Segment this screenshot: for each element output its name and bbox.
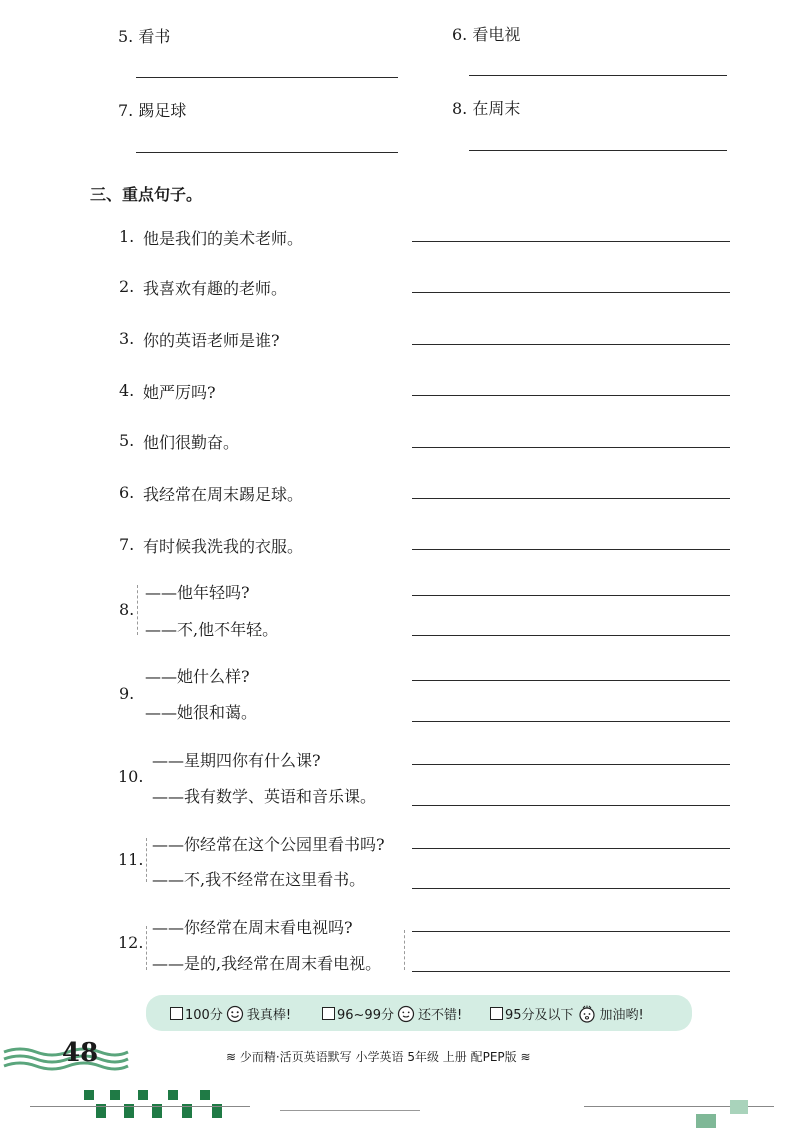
answer-line[interactable] [412,498,730,499]
answer-line[interactable] [412,805,730,806]
dialogue-answer: ——我有数学、英语和音乐课。 [152,787,377,806]
sentence-text: 我喜欢有趣的老师。 [143,279,288,298]
answer-line[interactable] [412,888,730,889]
bracket [404,930,405,970]
vocab-item-6: 6. 看电视 [452,25,521,44]
answer-line[interactable] [412,721,730,722]
dialogue-answer: ——不,他不年轻。 [145,620,279,639]
checkbox[interactable] [322,1007,335,1020]
sentence-text: 他是我们的美术老师。 [143,229,304,248]
sentence-text: 我经常在周末踢足球。 [143,485,304,504]
score-value: 95分及以下 [505,1008,574,1023]
score-option-96-99[interactable] [322,1004,462,1027]
score-option-100[interactable] [170,1004,291,1027]
dialogue-question: ——她什么样? [145,667,250,686]
vocab-item-7: 7. 踢足球 [118,101,187,120]
decorative-block [84,1090,94,1100]
answer-line[interactable] [469,75,727,76]
sentence-number: 8. [119,600,135,619]
dialogue-answer: ——是的,我经常在周末看电视。 [152,954,382,973]
sentence-number: 11. [118,850,144,869]
answer-line[interactable] [412,595,730,596]
sentence-number: 3. [119,329,135,348]
answer-line[interactable] [412,971,730,972]
score-comment: 加油哟! [599,1008,644,1023]
sentence-number: 1. [119,227,135,246]
answer-line[interactable] [136,77,398,78]
bracket [146,838,147,882]
score-value: 100分 [185,1008,223,1023]
vocab-item-8: 8. 在周末 [452,99,521,118]
answer-line[interactable] [412,635,730,636]
answer-line[interactable] [412,764,730,765]
answer-line[interactable] [412,292,730,293]
sentence-number: 10. [118,767,144,786]
section-title: 三、重点句子。 [90,185,203,204]
cheering-face-icon [577,1005,597,1027]
dialogue-question: ——他年轻吗? [145,583,250,602]
decorative-block [696,1114,716,1128]
answer-line[interactable] [412,549,730,550]
decorative-block [168,1090,178,1100]
happy-face-icon [397,1005,415,1027]
dialogue-answer: ——她很和蔼。 [145,703,258,722]
sentence-text: 他们很勤奋。 [143,433,240,452]
decorative-block [200,1090,210,1100]
dialogue-answer: ——不,我不经常在这里看书。 [152,870,366,889]
page-number: 48 [62,1038,99,1068]
score-comment: 我真棒! [246,1008,292,1023]
answer-line[interactable] [136,152,398,153]
vocab-item-5: 5. 看书 [118,27,171,46]
checkbox[interactable] [170,1007,183,1020]
answer-line[interactable] [412,447,730,448]
sentence-text: 你的英语老师是谁? [143,331,280,350]
divider [280,1110,420,1111]
sentence-number: 2. [119,277,135,296]
dialogue-question: ——你经常在这个公园里看书吗? [152,835,385,854]
score-option-95-below[interactable] [490,1004,644,1027]
answer-line[interactable] [412,344,730,345]
footer-text: ≋ 少而精·活页英语默写 小学英语 5年级 上册 配PEP版 ≋ [226,1050,531,1064]
sentence-number: 7. [119,535,135,554]
sentence-text: 她严厉吗? [143,383,216,402]
sentence-text: 有时候我洗我的衣服。 [143,537,304,556]
bracket [146,926,147,970]
score-bar [146,995,692,1031]
sentence-number: 6. [119,483,135,502]
score-value: 96~99分 [337,1008,394,1023]
dialogue-question: ——你经常在周末看电视吗? [152,918,353,937]
sentence-number: 12. [118,933,144,952]
bracket [137,585,138,635]
decorative-block [730,1100,748,1114]
decorative-block [110,1090,120,1100]
sentence-number: 9. [119,684,135,703]
sentence-number: 5. [119,431,135,450]
answer-line[interactable] [469,150,727,151]
answer-line[interactable] [412,931,730,932]
smiley-face-icon [226,1005,244,1027]
answer-line[interactable] [412,241,730,242]
answer-line[interactable] [412,680,730,681]
answer-line[interactable] [412,848,730,849]
dialogue-question: ——星期四你有什么课? [152,751,321,770]
checkbox[interactable] [490,1007,503,1020]
divider [30,1106,250,1107]
decorative-block [138,1090,148,1100]
sentence-number: 4. [119,381,135,400]
answer-line[interactable] [412,395,730,396]
score-comment: 还不错! [417,1008,463,1023]
